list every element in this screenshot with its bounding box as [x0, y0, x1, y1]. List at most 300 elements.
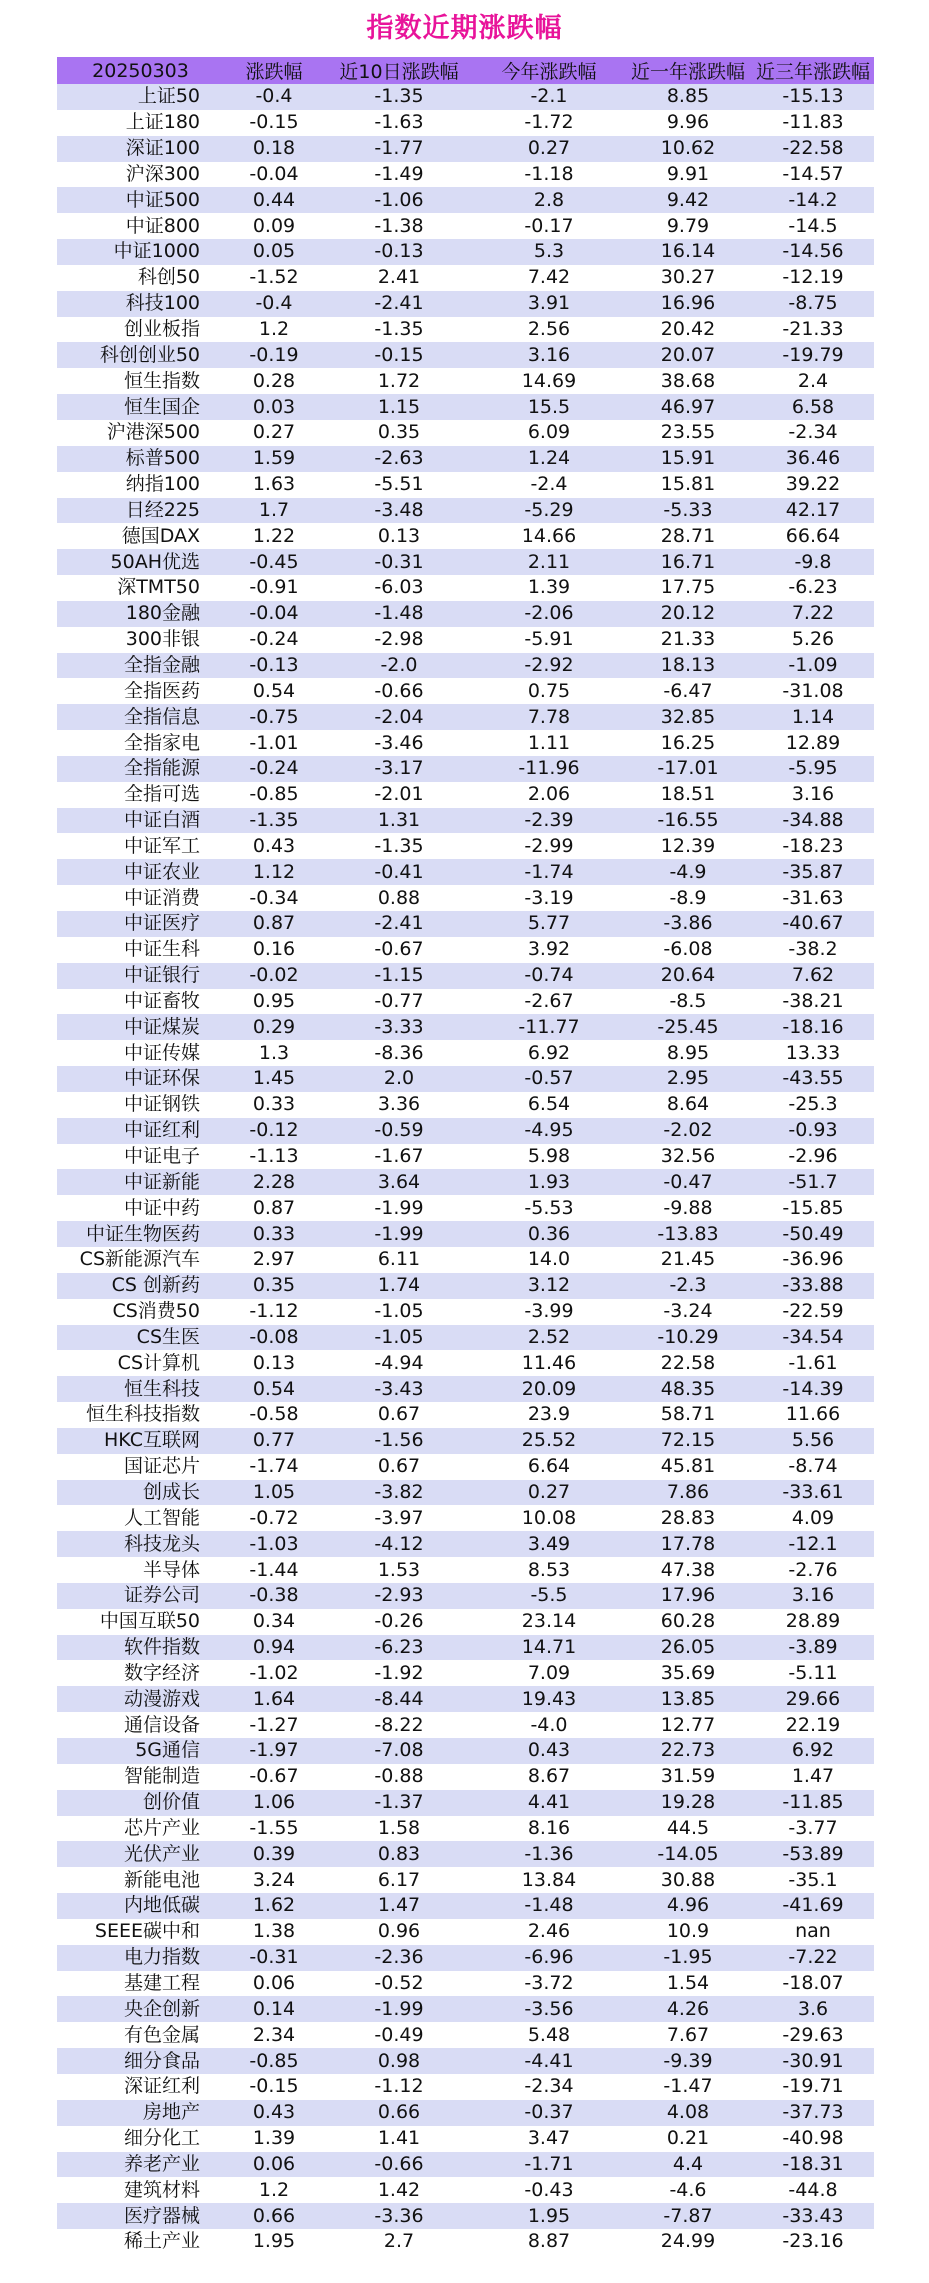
- change-3y-cell: -35.1: [752, 1867, 874, 1893]
- change-1y-cell: 18.51: [624, 782, 752, 808]
- index-name-cell: 中证新能: [57, 1169, 224, 1195]
- change-cell: -1.44: [224, 1557, 324, 1583]
- index-name-cell: 房地产: [57, 2100, 224, 2126]
- change-ytd-cell: 3.47: [474, 2126, 624, 2152]
- change-ytd-cell: 25.52: [474, 1428, 624, 1454]
- change-10d-cell: -1.12: [324, 2074, 474, 2100]
- change-10d-cell: -0.26: [324, 1609, 474, 1635]
- table-row: [57, 1790, 874, 1816]
- change-ytd-cell: -11.96: [474, 756, 624, 782]
- table-row: [57, 2126, 874, 2152]
- change-ytd-cell: -2.39: [474, 808, 624, 834]
- change-cell: -0.91: [224, 575, 324, 601]
- index-name-cell: 恒生科技指数: [57, 1402, 224, 1428]
- change-1y-cell: 12.77: [624, 1712, 752, 1738]
- change-3y-cell: -15.85: [752, 1195, 874, 1221]
- change-1y-cell: 10.9: [624, 1919, 752, 1945]
- table-row: [57, 1092, 874, 1118]
- index-name-cell: 50AH优选: [57, 549, 224, 575]
- change-ytd-cell: 3.91: [474, 291, 624, 317]
- change-ytd-cell: 3.12: [474, 1273, 624, 1299]
- index-name-cell: 中证白酒: [57, 808, 224, 834]
- change-cell: 0.28: [224, 368, 324, 394]
- change-10d-cell: -3.17: [324, 756, 474, 782]
- change-cell: -0.12: [224, 1118, 324, 1144]
- index-name-cell: 人工智能: [57, 1505, 224, 1531]
- change-3y-cell: -25.3: [752, 1092, 874, 1118]
- change-cell: 1.95: [224, 2229, 324, 2255]
- change-1y-cell: 46.97: [624, 394, 752, 420]
- change-cell: 1.06: [224, 1790, 324, 1816]
- change-10d-cell: 0.66: [324, 2100, 474, 2126]
- change-ytd-cell: -4.0: [474, 1712, 624, 1738]
- index-name-cell: 动漫游戏: [57, 1686, 224, 1712]
- change-3y-cell: -7.22: [752, 1945, 874, 1971]
- change-3y-cell: -18.16: [752, 1014, 874, 1040]
- change-10d-cell: -8.36: [324, 1040, 474, 1066]
- change-cell: -1.03: [224, 1531, 324, 1557]
- change-3y-cell: -19.71: [752, 2074, 874, 2100]
- change-3y-cell: -37.73: [752, 2100, 874, 2126]
- change-10d-cell: -3.43: [324, 1376, 474, 1402]
- table-row: [57, 1428, 874, 1454]
- change-10d-cell: -0.41: [324, 859, 474, 885]
- change-1y-cell: -13.83: [624, 1221, 752, 1247]
- change-ytd-cell: -3.99: [474, 1299, 624, 1325]
- table-row: [57, 1014, 874, 1040]
- change-10d-cell: -1.15: [324, 963, 474, 989]
- change-3y-cell: -29.63: [752, 2022, 874, 2048]
- change-ytd-cell: 14.0: [474, 1247, 624, 1273]
- change-cell: 1.45: [224, 1066, 324, 1092]
- change-3y-cell: 29.66: [752, 1686, 874, 1712]
- change-3y-cell: 3.16: [752, 782, 874, 808]
- table-row: [57, 342, 874, 368]
- change-ytd-cell: -5.5: [474, 1583, 624, 1609]
- change-10d-cell: -1.37: [324, 1790, 474, 1816]
- change-ytd-cell: -0.37: [474, 2100, 624, 2126]
- change-ytd-cell: 23.9: [474, 1402, 624, 1428]
- change-10d-cell: -7.08: [324, 1738, 474, 1764]
- table-row: [57, 1454, 874, 1480]
- change-1y-cell: 31.59: [624, 1764, 752, 1790]
- index-name-cell: 深证100: [57, 136, 224, 162]
- change-cell: 1.39: [224, 2126, 324, 2152]
- change-10d-cell: 1.74: [324, 1273, 474, 1299]
- table-row: [57, 1040, 874, 1066]
- table-row: [57, 2152, 874, 2178]
- change-ytd-cell: 7.42: [474, 265, 624, 291]
- change-3y-cell: 7.62: [752, 963, 874, 989]
- change-3y-cell: -8.75: [752, 291, 874, 317]
- index-name-cell: 恒生国企: [57, 394, 224, 420]
- change-1y-cell: 4.26: [624, 1996, 752, 2022]
- index-name-cell: 中证500: [57, 187, 224, 213]
- table-row: [57, 498, 874, 524]
- change-10d-cell: 1.41: [324, 2126, 474, 2152]
- change-cell: 1.59: [224, 446, 324, 472]
- change-cell: 0.54: [224, 678, 324, 704]
- change-3y-cell: -21.33: [752, 317, 874, 343]
- change-3y-cell: -5.11: [752, 1660, 874, 1686]
- change-3y-cell: 7.22: [752, 601, 874, 627]
- change-1y-cell: 21.33: [624, 627, 752, 653]
- change-3y-cell: -35.87: [752, 859, 874, 885]
- index-name-cell: 300非银: [57, 627, 224, 653]
- change-ytd-cell: -2.06: [474, 601, 624, 627]
- change-1y-cell: -7.87: [624, 2203, 752, 2229]
- table-row: [57, 265, 874, 291]
- table-row: [57, 1505, 874, 1531]
- index-name-cell: 沪深300: [57, 162, 224, 188]
- change-1y-cell: 8.64: [624, 1092, 752, 1118]
- table-row: [57, 446, 874, 472]
- change-cell: 0.34: [224, 1609, 324, 1635]
- change-ytd-cell: -1.74: [474, 859, 624, 885]
- change-1y-cell: 20.64: [624, 963, 752, 989]
- change-10d-cell: -0.67: [324, 937, 474, 963]
- change-cell: -1.74: [224, 1454, 324, 1480]
- index-name-cell: 稀土产业: [57, 2229, 224, 2255]
- change-cell: 0.39: [224, 1841, 324, 1867]
- change-3y-cell: -14.56: [752, 239, 874, 265]
- table-row: [57, 1583, 874, 1609]
- change-cell: -1.97: [224, 1738, 324, 1764]
- change-10d-cell: -0.13: [324, 239, 474, 265]
- index-name-cell: 深TMT50: [57, 575, 224, 601]
- change-cell: -1.02: [224, 1660, 324, 1686]
- table-row: [57, 1221, 874, 1247]
- index-name-cell: 恒生指数: [57, 368, 224, 394]
- index-name-cell: 基建工程: [57, 1971, 224, 1997]
- change-3y-cell: -9.8: [752, 549, 874, 575]
- index-name-cell: CS消费50: [57, 1299, 224, 1325]
- change-ytd-cell: 2.52: [474, 1325, 624, 1351]
- index-name-cell: 上证180: [57, 110, 224, 136]
- table-row: [57, 136, 874, 162]
- change-10d-cell: -0.49: [324, 2022, 474, 2048]
- change-10d-cell: 2.7: [324, 2229, 474, 2255]
- change-cell: 0.18: [224, 136, 324, 162]
- change-1y-cell: -4.6: [624, 2177, 752, 2203]
- table-row: [57, 2074, 874, 2100]
- index-name-cell: 科创创业50: [57, 342, 224, 368]
- change-ytd-cell: 6.92: [474, 1040, 624, 1066]
- table-row: [57, 2229, 874, 2255]
- change-3y-cell: -18.07: [752, 1971, 874, 1997]
- index-performance-table-container: [57, 57, 874, 2255]
- change-ytd-cell: 2.06: [474, 782, 624, 808]
- change-10d-cell: 1.53: [324, 1557, 474, 1583]
- change-ytd-cell: -0.17: [474, 213, 624, 239]
- change-3y-cell: -2.34: [752, 420, 874, 446]
- table-row: [57, 162, 874, 188]
- change-cell: 0.77: [224, 1428, 324, 1454]
- change-ytd-cell: -1.18: [474, 162, 624, 188]
- table-row: [57, 420, 874, 446]
- change-10d-cell: -2.41: [324, 291, 474, 317]
- table-row: [57, 110, 874, 136]
- index-name-cell: 沪港深500: [57, 420, 224, 446]
- change-1y-cell: 23.55: [624, 420, 752, 446]
- table-row: [57, 627, 874, 653]
- change-10d-cell: 0.98: [324, 2048, 474, 2074]
- index-name-cell: 中证传媒: [57, 1040, 224, 1066]
- page-title: 指数近期涨跌幅: [366, 13, 563, 44]
- change-ytd-cell: 7.78: [474, 704, 624, 730]
- change-ytd-cell: 19.43: [474, 1686, 624, 1712]
- change-1y-cell: 20.12: [624, 601, 752, 627]
- change-3y-cell: nan: [752, 1919, 874, 1945]
- table-row: [57, 1841, 874, 1867]
- change-3y-cell: 11.66: [752, 1402, 874, 1428]
- index-name-cell: 中证生科: [57, 937, 224, 963]
- change-ytd-cell: -2.34: [474, 2074, 624, 2100]
- change-1y-cell: 16.71: [624, 549, 752, 575]
- table-row: [57, 472, 874, 498]
- change-cell: -1.52: [224, 265, 324, 291]
- change-ytd-cell: -0.57: [474, 1066, 624, 1092]
- table-row: [57, 937, 874, 963]
- change-1y-cell: 24.99: [624, 2229, 752, 2255]
- index-name-cell: 中证钢铁: [57, 1092, 224, 1118]
- change-10d-cell: 1.31: [324, 808, 474, 834]
- table-row: [57, 2048, 874, 2074]
- index-name-cell: CS新能源汽车: [57, 1247, 224, 1273]
- index-name-cell: 全指金融: [57, 653, 224, 679]
- change-ytd-cell: 4.41: [474, 1790, 624, 1816]
- change-cell: 1.05: [224, 1480, 324, 1506]
- change-1y-cell: 4.96: [624, 1893, 752, 1919]
- change-3y-cell: 6.58: [752, 394, 874, 420]
- index-name-cell: 科技100: [57, 291, 224, 317]
- change-ytd-cell: 8.53: [474, 1557, 624, 1583]
- change-1y-cell: 32.85: [624, 704, 752, 730]
- change-10d-cell: -8.22: [324, 1712, 474, 1738]
- change-ytd-cell: 1.93: [474, 1169, 624, 1195]
- change-ytd-cell: 1.11: [474, 730, 624, 756]
- change-ytd-cell: 14.69: [474, 368, 624, 394]
- change-ytd-cell: 14.66: [474, 523, 624, 549]
- index-name-cell: 纳指100: [57, 472, 224, 498]
- change-cell: 1.64: [224, 1686, 324, 1712]
- change-3y-cell: -23.16: [752, 2229, 874, 2255]
- change-1y-cell: 72.15: [624, 1428, 752, 1454]
- change-1y-cell: 4.4: [624, 2152, 752, 2178]
- change-1y-cell: -10.29: [624, 1325, 752, 1351]
- change-3y-cell: -14.5: [752, 213, 874, 239]
- change-10d-cell: -0.59: [324, 1118, 474, 1144]
- index-name-cell: 中证红利: [57, 1118, 224, 1144]
- change-1y-cell: 18.13: [624, 653, 752, 679]
- change-cell: 0.95: [224, 989, 324, 1015]
- table-row: [57, 859, 874, 885]
- index-name-cell: 国证芯片: [57, 1454, 224, 1480]
- index-name-cell: 日经225: [57, 498, 224, 524]
- change-10d-cell: -3.33: [324, 1014, 474, 1040]
- index-name-cell: 细分食品: [57, 2048, 224, 2074]
- change-cell: -0.72: [224, 1505, 324, 1531]
- change-cell: -1.12: [224, 1299, 324, 1325]
- change-cell: 1.63: [224, 472, 324, 498]
- change-ytd-cell: 20.09: [474, 1376, 624, 1402]
- change-ytd-cell: -1.71: [474, 2152, 624, 2178]
- change-1y-cell: 16.25: [624, 730, 752, 756]
- change-10d-cell: -1.35: [324, 84, 474, 110]
- table-row: [57, 368, 874, 394]
- change-cell: 0.87: [224, 911, 324, 937]
- change-3y-cell: -31.08: [752, 678, 874, 704]
- table-row: [57, 1996, 874, 2022]
- index-name-cell: 全指可选: [57, 782, 224, 808]
- table-row: [57, 1816, 874, 1842]
- change-3y-cell: 2.4: [752, 368, 874, 394]
- change-ytd-cell: 3.92: [474, 937, 624, 963]
- change-1y-cell: 9.91: [624, 162, 752, 188]
- change-10d-cell: -0.66: [324, 2152, 474, 2178]
- change-10d-cell: -1.92: [324, 1660, 474, 1686]
- change-10d-cell: 0.67: [324, 1402, 474, 1428]
- change-1y-cell: 17.78: [624, 1531, 752, 1557]
- change-10d-cell: -4.94: [324, 1350, 474, 1376]
- change-1y-cell: 22.73: [624, 1738, 752, 1764]
- change-3y-cell: -14.57: [752, 162, 874, 188]
- change-3y-cell: 6.92: [752, 1738, 874, 1764]
- table-row: [57, 1350, 874, 1376]
- change-1y-cell: 58.71: [624, 1402, 752, 1428]
- change-cell: -0.85: [224, 2048, 324, 2074]
- change-ytd-cell: 2.56: [474, 317, 624, 343]
- change-3y-cell: -8.74: [752, 1454, 874, 1480]
- change-cell: 0.33: [224, 1221, 324, 1247]
- change-3y-cell: -33.43: [752, 2203, 874, 2229]
- change-10d-cell: 1.42: [324, 2177, 474, 2203]
- change-1y-cell: 47.38: [624, 1557, 752, 1583]
- change-ytd-cell: 0.27: [474, 136, 624, 162]
- change-cell: 3.24: [224, 1867, 324, 1893]
- change-cell: -0.4: [224, 291, 324, 317]
- change-cell: -0.19: [224, 342, 324, 368]
- change-1y-cell: -3.24: [624, 1299, 752, 1325]
- change-1y-cell: 17.96: [624, 1583, 752, 1609]
- change-1y-cell: 8.95: [624, 1040, 752, 1066]
- header-change-1y: 近一年涨跌幅: [624, 57, 752, 84]
- change-3y-cell: 4.09: [752, 1505, 874, 1531]
- change-ytd-cell: -5.53: [474, 1195, 624, 1221]
- change-1y-cell: 20.42: [624, 317, 752, 343]
- index-name-cell: 上证50: [57, 84, 224, 110]
- index-name-cell: 内地低碳: [57, 1893, 224, 1919]
- table-row: [57, 1144, 874, 1170]
- change-1y-cell: 16.96: [624, 291, 752, 317]
- change-ytd-cell: -4.41: [474, 2048, 624, 2074]
- table-row: [57, 523, 874, 549]
- index-name-cell: 创成长: [57, 1480, 224, 1506]
- index-name-cell: 中证800: [57, 213, 224, 239]
- change-3y-cell: -3.89: [752, 1635, 874, 1661]
- change-cell: 1.38: [224, 1919, 324, 1945]
- change-3y-cell: 3.6: [752, 1996, 874, 2022]
- change-3y-cell: 1.47: [752, 1764, 874, 1790]
- change-10d-cell: -0.66: [324, 678, 474, 704]
- change-1y-cell: -9.39: [624, 2048, 752, 2074]
- change-cell: 0.29: [224, 1014, 324, 1040]
- table-row: [57, 1686, 874, 1712]
- change-cell: -1.01: [224, 730, 324, 756]
- change-cell: -0.45: [224, 549, 324, 575]
- change-ytd-cell: 3.16: [474, 342, 624, 368]
- index-name-cell: 5G通信: [57, 1738, 224, 1764]
- change-3y-cell: -18.31: [752, 2152, 874, 2178]
- change-10d-cell: 1.47: [324, 1893, 474, 1919]
- change-10d-cell: -2.36: [324, 1945, 474, 1971]
- change-cell: 0.13: [224, 1350, 324, 1376]
- change-cell: -0.15: [224, 110, 324, 136]
- change-ytd-cell: 23.14: [474, 1609, 624, 1635]
- change-10d-cell: -2.04: [324, 704, 474, 730]
- index-name-cell: 养老产业: [57, 2152, 224, 2178]
- change-cell: 0.66: [224, 2203, 324, 2229]
- change-ytd-cell: -2.67: [474, 989, 624, 1015]
- header-row: [57, 57, 874, 84]
- change-ytd-cell: 2.46: [474, 1919, 624, 1945]
- table-row: [57, 653, 874, 679]
- change-3y-cell: -38.21: [752, 989, 874, 1015]
- change-10d-cell: 3.64: [324, 1169, 474, 1195]
- table-row: [57, 1480, 874, 1506]
- table-row: [57, 394, 874, 420]
- change-3y-cell: -1.61: [752, 1350, 874, 1376]
- index-name-cell: 中证畜牧: [57, 989, 224, 1015]
- change-1y-cell: -6.47: [624, 678, 752, 704]
- change-3y-cell: -43.55: [752, 1066, 874, 1092]
- change-ytd-cell: -0.43: [474, 2177, 624, 2203]
- change-cell: 0.16: [224, 937, 324, 963]
- change-1y-cell: -8.5: [624, 989, 752, 1015]
- table-row: [57, 1299, 874, 1325]
- table-row: [57, 291, 874, 317]
- change-3y-cell: 5.56: [752, 1428, 874, 1454]
- change-10d-cell: -2.41: [324, 911, 474, 937]
- index-name-cell: 通信设备: [57, 1712, 224, 1738]
- change-ytd-cell: 8.87: [474, 2229, 624, 2255]
- change-ytd-cell: -6.96: [474, 1945, 624, 1971]
- change-10d-cell: -6.23: [324, 1635, 474, 1661]
- change-cell: 0.06: [224, 2152, 324, 2178]
- change-3y-cell: -1.09: [752, 653, 874, 679]
- change-10d-cell: 2.41: [324, 265, 474, 291]
- index-name-cell: 中证环保: [57, 1066, 224, 1092]
- change-1y-cell: 48.35: [624, 1376, 752, 1402]
- change-1y-cell: -1.47: [624, 2074, 752, 2100]
- change-1y-cell: 30.27: [624, 265, 752, 291]
- change-cell: -0.85: [224, 782, 324, 808]
- header-date: 20250303: [57, 57, 224, 84]
- table-row: [57, 1609, 874, 1635]
- index-name-cell: 央企创新: [57, 1996, 224, 2022]
- change-1y-cell: 21.45: [624, 1247, 752, 1273]
- change-ytd-cell: -1.48: [474, 1893, 624, 1919]
- change-cell: -0.67: [224, 1764, 324, 1790]
- change-10d-cell: 2.0: [324, 1066, 474, 1092]
- change-cell: 0.06: [224, 1971, 324, 1997]
- index-name-cell: 全指医药: [57, 678, 224, 704]
- change-cell: -0.02: [224, 963, 324, 989]
- change-ytd-cell: -2.4: [474, 472, 624, 498]
- change-ytd-cell: 8.67: [474, 1764, 624, 1790]
- table-row: [57, 1557, 874, 1583]
- change-cell: -0.38: [224, 1583, 324, 1609]
